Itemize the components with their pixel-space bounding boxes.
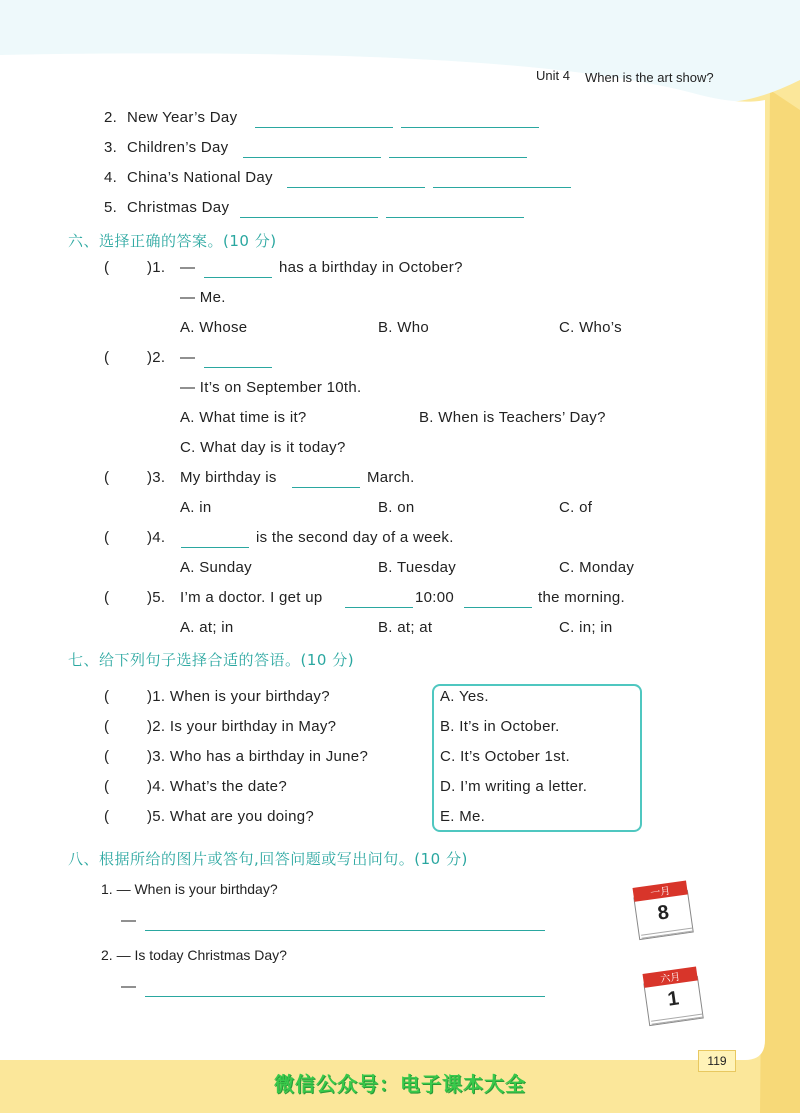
watermark: 微信公众号：电子课本大全 [274,1072,526,1096]
answer-blank[interactable] [433,187,571,188]
festival-num: 3. [104,139,118,156]
answer-paren: ( [104,349,109,366]
question-text: My birthday is [180,469,277,486]
answer-paren: ( [104,718,109,735]
calendar-icon [628,878,697,944]
section6-title: 六、选择正确的答案。(10 分) [68,232,277,250]
answer-blank[interactable] [386,217,524,218]
unit-title: When is the art show? [585,70,714,85]
option-c[interactable]: C. Who’s [559,319,622,336]
answer-line[interactable] [145,996,545,997]
option-b[interactable]: B. When is Teachers’ Day? [419,409,606,426]
calendar-month: 一月 [649,885,672,900]
unit-label: Unit 4 [536,68,570,83]
option-a[interactable]: A. Whose [180,319,248,336]
answer-blank[interactable] [243,157,381,158]
option-a[interactable]: A. What time is it? [180,409,307,426]
festival-num: 2. [104,109,118,126]
answer-line[interactable] [145,930,545,931]
match-answer: C. It’s October 1st. [440,748,570,765]
festival-text: China’s National Day [127,169,273,186]
picture-question: 1. — When is your birthday? [101,881,278,897]
answer-paren: ( [104,748,109,765]
section7-title: 七、给下列句子选择合适的答语。(10 分) [68,651,355,669]
answer-blank[interactable] [287,187,425,188]
option-c[interactable]: C. Monday [559,559,635,576]
dialog-dash: — [180,349,196,366]
option-b[interactable]: B. on [378,499,415,516]
option-c[interactable]: C. of [559,499,593,516]
question-number: )3. [147,469,166,486]
answer-blank[interactable] [292,487,360,488]
option-a[interactable]: A. Sunday [180,559,252,576]
option-c[interactable]: C. in; in [559,619,613,636]
question-text: I’m a doctor. I get up [180,589,323,606]
option-a[interactable]: A. in [180,499,212,516]
match-question: )1. When is your birthday? [147,688,330,705]
match-answer: D. I’m writing a letter. [440,778,588,795]
match-answer: A. Yes. [440,688,489,705]
answer-blank[interactable] [464,607,532,608]
match-question: )5. What are you doing? [147,808,314,825]
question-number: )1. [147,259,166,276]
festival-num: 4. [104,169,118,186]
question-text: the morning. [538,589,625,606]
calendar-icon [638,964,707,1030]
answer-blank[interactable] [345,607,413,608]
question-number: )5. [147,589,166,606]
option-b[interactable]: B. Tuesday [378,559,457,576]
answer-paren: ( [104,469,109,486]
festival-text: Children’s Day [127,139,229,156]
answer-paren: ( [104,688,109,705]
question-text: has a birthday in October? [279,259,463,276]
question-text: 10:00 [415,589,455,606]
match-answer: B. It’s in October. [440,718,560,735]
question-number: )2. [147,349,166,366]
answer-paren: ( [104,259,109,276]
answer-blank[interactable] [401,127,539,128]
page-number: 119 [698,1050,736,1072]
question-text: March. [367,469,415,486]
answer-paren: ( [104,778,109,795]
festival-text: Christmas Day [127,199,230,216]
match-question: )4. What’s the date? [147,778,287,795]
dialog-dash: — [180,259,196,276]
calendar-day: 8 [656,901,671,925]
match-question: )3. Who has a birthday in June? [147,748,369,765]
question-number: )4. [147,529,166,546]
picture-question: 2. — Is today Christmas Day? [101,947,287,963]
match-question: )2. Is your birthday in May? [147,718,337,735]
answer-blank[interactable] [204,367,272,368]
section8-title: 八、根据所给的图片或答句,回答问题或写出问句。(10 分) [68,850,468,868]
answer-paren: ( [104,589,109,606]
calendar-month: 六月 [659,971,682,986]
calendar-day: 1 [666,987,681,1011]
option-b[interactable]: B. at; at [378,619,433,636]
festival-text: New Year’s Day [127,109,238,126]
option-b[interactable]: B. Who [378,319,429,336]
option-a[interactable]: A. at; in [180,619,234,636]
answer-blank[interactable] [255,127,393,128]
dialog-dash: — [121,978,137,995]
answer-blank[interactable] [240,217,378,218]
answer-blank[interactable] [181,547,249,548]
answer-paren: ( [104,529,109,546]
question-text: is the second day of a week. [256,529,454,546]
match-answer: E. Me. [440,808,486,825]
dialog-answer: — It’s on September 10th. [180,379,362,396]
dialog-dash: — [121,912,137,929]
festival-num: 5. [104,199,118,216]
answer-blank[interactable] [204,277,272,278]
answer-paren: ( [104,808,109,825]
option-c[interactable]: C. What day is it today? [180,439,346,456]
dialog-answer: — Me. [180,289,226,306]
answer-blank[interactable] [389,157,527,158]
